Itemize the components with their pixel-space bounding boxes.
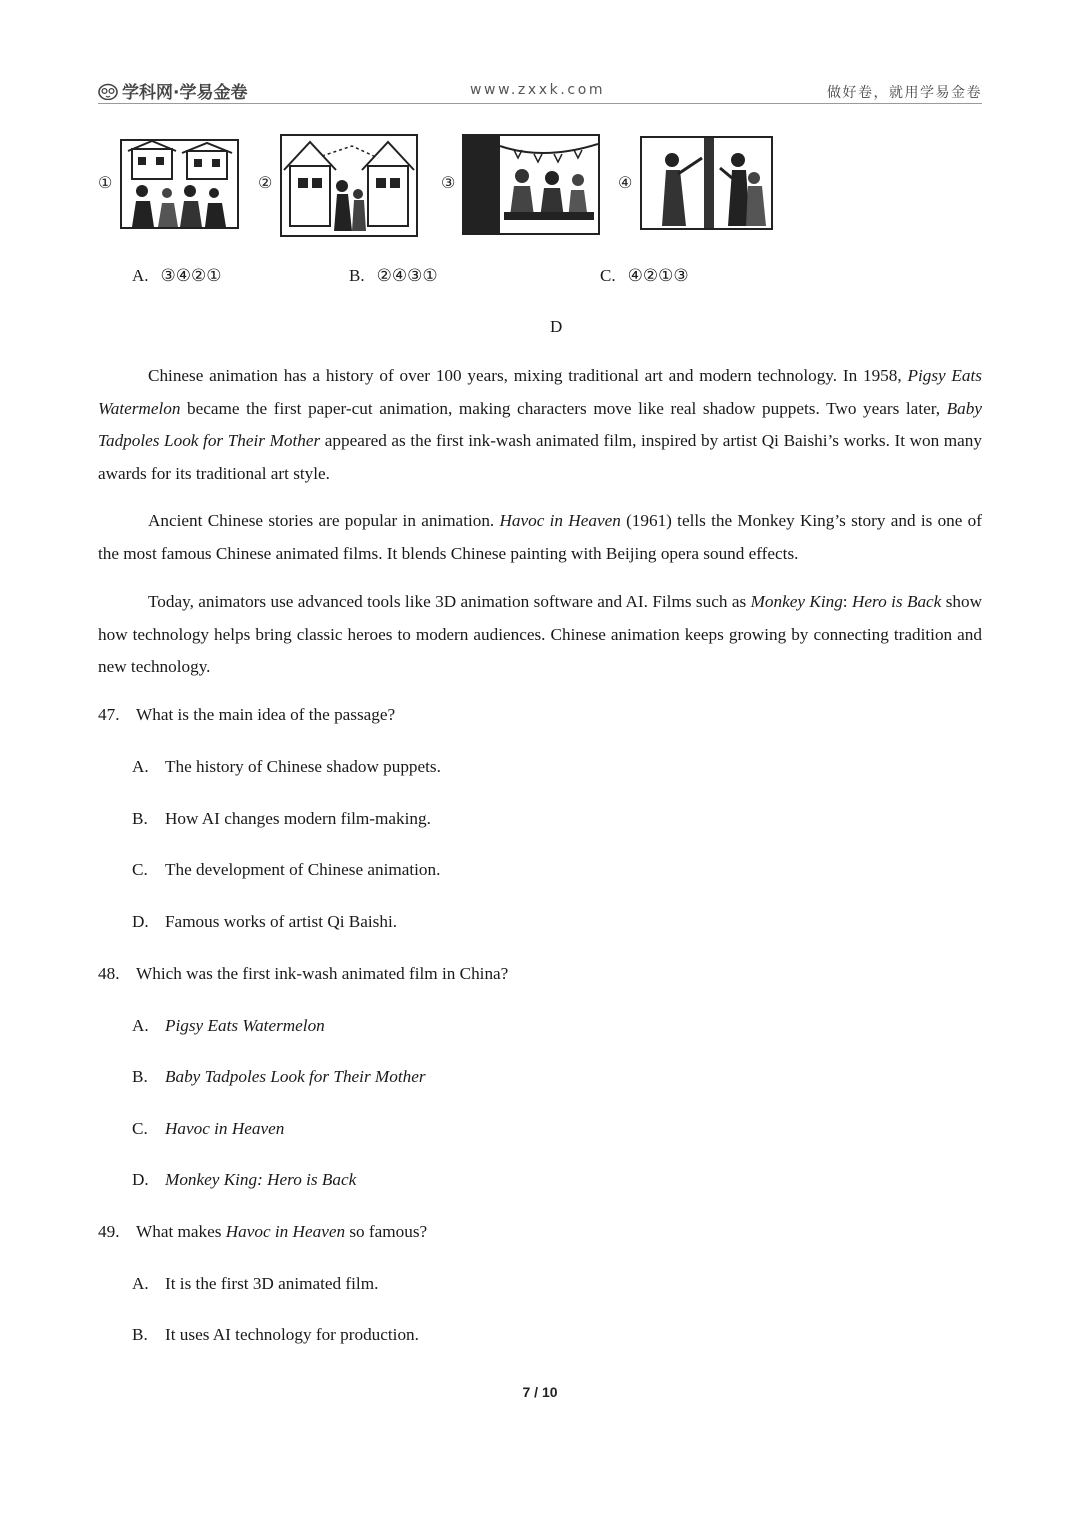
option-value: ③④②① (160, 266, 222, 285)
header-logo (98, 78, 247, 103)
option-text: Monkey King: Hero is Back (165, 1170, 357, 1189)
italic-title: Monkey King (750, 592, 843, 611)
street-crowd-scene-icon (122, 141, 237, 227)
option-text: Havoc in Heaven (165, 1119, 285, 1138)
question-text (136, 1222, 427, 1241)
question-number: 49. (98, 1222, 120, 1241)
text-run: Today, animators use advanced tools like 3D animation software and AI. Films such as (148, 592, 751, 611)
option-letter: B. (132, 1325, 148, 1344)
option-letter: A. (132, 1016, 149, 1035)
option-letter: C. (132, 860, 148, 879)
option-letter: A. (132, 757, 149, 776)
option-letter: A. (132, 1274, 149, 1293)
option-letter: C. (600, 266, 616, 285)
festival-table-scene-icon (464, 136, 598, 233)
option-letter: C. (132, 1119, 148, 1138)
option-text: The history of Chinese shadow puppets. (165, 757, 441, 776)
text-run: Which was the first ink-wash animated film in China? (136, 964, 509, 983)
italic-title: Havoc in Heaven (499, 511, 621, 530)
picture-number-2: ② (258, 175, 273, 192)
picture-number-4: ④ (618, 175, 633, 192)
passage-paragraph-2 (98, 505, 982, 570)
q48-option-c[interactable] (132, 1119, 284, 1139)
picture-option-a (132, 266, 222, 286)
italic-title: Pigsy Eats Watermelon (98, 366, 982, 418)
owl-logo-icon (98, 82, 118, 100)
q47-option-c[interactable] (132, 860, 440, 880)
q49-option-b[interactable] (132, 1325, 419, 1345)
text-run: show how technology helps bring classic heroes to modern audiences. Chinese animation keeps growing by connecting tradition and new technology. (98, 592, 982, 676)
question-47 (98, 705, 395, 725)
option-letter: D. (132, 912, 149, 931)
page-number: 7 / 10 (522, 1384, 558, 1400)
question-text (136, 964, 508, 983)
option-text: It uses AI technology for production. (165, 1325, 419, 1344)
italic-title: Hero is Back (851, 592, 942, 611)
picture-option-c (600, 266, 689, 286)
q48-option-b[interactable] (132, 1067, 426, 1087)
picture-option-b (349, 266, 438, 286)
option-text: How AI changes modern film-making. (165, 809, 431, 828)
picture-2 (280, 134, 418, 237)
text-run: (1961) tells the Monkey King’s story and is one of the most famous Chinese animated films. It blends Chinese painting with Beijing opera sound effects. (98, 511, 982, 563)
passage-paragraph-3 (98, 586, 982, 684)
q48-option-d[interactable] (132, 1170, 356, 1190)
q47-option-a[interactable] (132, 757, 441, 777)
picture-number-1: ① (98, 175, 113, 192)
option-text: Baby Tadpoles Look for Their Mother (165, 1067, 426, 1086)
option-text: The development of Chinese animation. (165, 860, 441, 879)
italic-title: Havoc in Heaven (225, 1222, 346, 1241)
text-run: What is the main idea of the passage? (136, 705, 396, 724)
option-letter: D. (132, 1170, 149, 1189)
q47-option-d[interactable] (132, 912, 397, 932)
option-value: ④②①③ (627, 266, 689, 285)
italic-title: Baby Tadpoles Look for Their Mother (98, 398, 982, 450)
text-run: What makes (136, 1222, 226, 1241)
picture-1 (120, 139, 239, 229)
picture-number-3: ③ (441, 175, 456, 192)
text-run: Chinese animation has a history of over 100 years, mixing traditional art and modern technology. In 1958, (148, 366, 908, 385)
text-run: Ancient Chinese stories are popular in animation. (148, 511, 500, 530)
option-value: ②④③① (376, 266, 438, 285)
question-number: 48. (98, 964, 120, 983)
option-letter: B. (349, 266, 365, 285)
text-run: : (842, 592, 852, 611)
q48-option-a[interactable] (132, 1016, 325, 1036)
question-49 (98, 1222, 427, 1242)
header-url: www.zxxk.com (470, 82, 606, 98)
option-letter: B. (132, 1067, 148, 1086)
house-family-scene-icon (282, 136, 416, 235)
question-text (136, 705, 395, 724)
header-slogan: 做好卷，就用学易金卷 (827, 85, 982, 101)
q49-option-a[interactable] (132, 1274, 378, 1294)
section-label: D (550, 317, 563, 336)
q47-option-b[interactable] (132, 809, 431, 829)
text-run: appeared as the first ink-wash animated film, inspired by artist Qi Baishi’s works. It won many awards for its traditional art style. (98, 431, 982, 483)
option-letter: A. (132, 266, 149, 285)
people-hanging-decoration-icon (642, 138, 771, 228)
picture-4 (640, 136, 773, 230)
option-text: Pigsy Eats Watermelon (165, 1016, 325, 1035)
text-run: became the first paper-cut animation, making characters move like real shadow puppets. Two years later, (180, 398, 947, 418)
passage-paragraph-1 (98, 360, 982, 490)
header-divider (98, 103, 982, 104)
logo-text: 学科网·学易金卷 (122, 83, 248, 103)
option-text: Famous works of artist Qi Baishi. (165, 912, 398, 931)
question-48 (98, 964, 508, 984)
picture-3 (462, 134, 600, 235)
text-run: so famous? (345, 1222, 428, 1241)
option-letter: B. (132, 809, 148, 828)
question-number: 47. (98, 705, 120, 724)
option-text: It is the first 3D animated film. (165, 1274, 379, 1293)
